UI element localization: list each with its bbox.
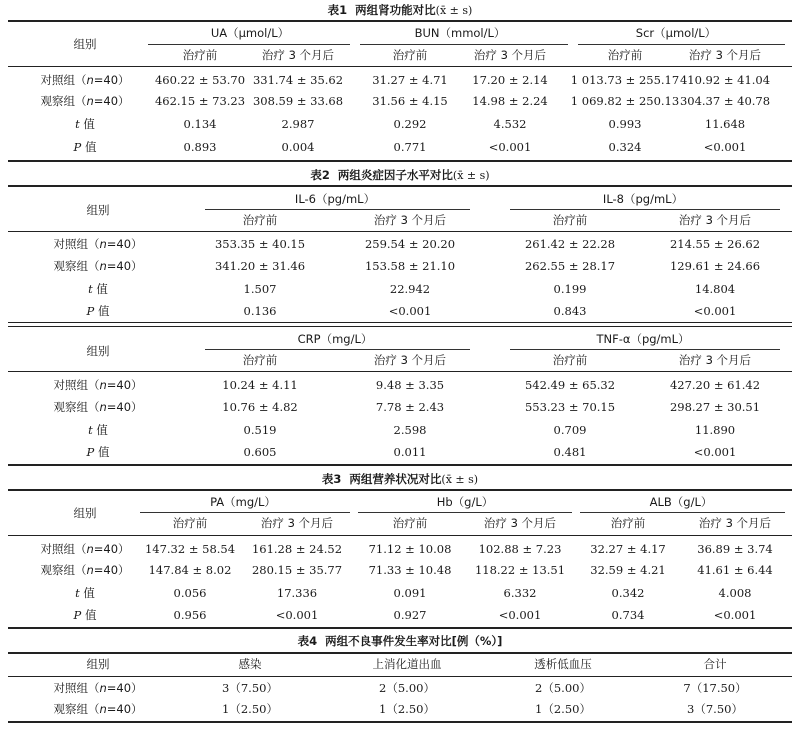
table2b-cell: 10.24 ± 4.11 [222, 378, 298, 392]
table2b-header-rule [8, 371, 792, 372]
table2b-cell: <0.001 [693, 445, 737, 459]
table3-cell: <0.001 [713, 608, 757, 622]
table1-cell: 2.987 [281, 117, 315, 131]
table3-cell: 0.342 [611, 586, 645, 600]
table4-caption [0, 633, 800, 649]
table2a-cell: 14.804 [694, 282, 736, 296]
table3-cell: 6.332 [503, 586, 537, 600]
table1-bottom-rule [8, 160, 792, 162]
table2a-cell: 129.61 ± 24.66 [669, 259, 761, 273]
table3-col-group-0: PA（mg/L） [210, 495, 276, 509]
table2b-cell: 0.709 [553, 423, 587, 437]
table3-cell: 161.28 ± 24.52 [251, 542, 343, 556]
table3-cell: 71.33 ± 10.48 [368, 563, 452, 577]
table2a-cell: 261.42 ± 22.28 [524, 237, 616, 251]
table2-number: 表2 [310, 168, 330, 182]
table1-stat-notation: (x̄ ± s) [435, 4, 473, 17]
table2b-cell: 11.890 [694, 423, 736, 437]
table2b-cell: 427.20 ± 61.42 [669, 378, 761, 392]
table4-header-3: 透析低血压 [534, 657, 592, 671]
table1-row-label: 观察组（n=40） [40, 94, 130, 108]
table4-title: 两组不良事件发生率对比[例（%）] [325, 634, 503, 648]
table2a-cell: <0.001 [388, 304, 432, 318]
table2b-cell: 298.27 ± 30.51 [669, 400, 761, 414]
table2b-cell: 10.76 ± 4.82 [222, 400, 298, 414]
table3-sub-header-1: 治疗 3 个月后 [260, 516, 334, 530]
table2a-cell: 353.35 ± 40.15 [214, 237, 306, 251]
table2a-col-group-0: IL-6（pg/mL） [294, 192, 376, 206]
table2a-row-label: 对照组（n=40） [53, 237, 143, 251]
table2b-cell: 0.605 [243, 445, 277, 459]
table3-cell: 0.056 [173, 586, 207, 600]
table3-cell: 0.734 [611, 608, 645, 622]
table2b-group-underline-0 [205, 349, 470, 350]
table2b-group-header: 组别 [86, 344, 110, 358]
table2b-group-underline-1 [510, 349, 780, 350]
table3-stat-notation: (x̄ ± s) [441, 473, 479, 486]
table1-cell: 0.324 [608, 140, 642, 154]
table2a-cell: 262.55 ± 28.17 [524, 259, 616, 273]
table2b-cell: 542.49 ± 65.32 [524, 378, 616, 392]
table2b-sub-header-0: 治疗前 [242, 353, 278, 367]
table4-header-2: 上消化道出血 [372, 657, 442, 671]
table1-cell: 0.993 [608, 117, 642, 131]
table1-sub-header-3: 治疗 3 个月后 [473, 48, 547, 62]
table4-bottom-rule [8, 721, 792, 723]
table2a-row-label: t 值 [88, 282, 108, 296]
table2a-cell: 153.58 ± 21.10 [364, 259, 456, 273]
table2b-col-group-1: TNF-α（pg/mL） [596, 332, 690, 346]
table1-sub-header-4: 治疗前 [607, 48, 643, 62]
table2a-cell: 214.55 ± 26.62 [669, 237, 761, 251]
table3-group-underline-1 [358, 512, 572, 513]
table2a-col-group-1: IL-8（pg/mL） [602, 192, 684, 206]
table3-cell: 102.88 ± 7.23 [478, 542, 562, 556]
table1-cell: 0.893 [183, 140, 217, 154]
table4-cell: 2（5.00） [379, 681, 435, 695]
table2b-row-label: 对照组（n=40） [53, 378, 143, 392]
table1-cell: <0.001 [488, 140, 532, 154]
table3-group-header: 组别 [73, 506, 97, 520]
table3-cell: 118.22 ± 13.51 [474, 563, 566, 577]
table3-header-rule [8, 535, 792, 536]
table1-group-underline-2 [578, 44, 785, 45]
table4-header-0: 组别 [86, 657, 110, 671]
table2a-header-rule [8, 231, 792, 232]
table3-sub-header-5: 治疗 3 个月后 [698, 516, 772, 530]
table3-cell: 280.15 ± 35.77 [251, 563, 343, 577]
table3-cell: 41.61 ± 6.44 [697, 563, 773, 577]
table2a-sub-header-3: 治疗 3 个月后 [678, 213, 752, 227]
table1-group-header: 组别 [73, 37, 97, 51]
table1-sub-header-5: 治疗 3 个月后 [688, 48, 762, 62]
table1-cell: 1 069.82 ± 250.13 [570, 94, 680, 108]
table3-cell: 36.89 ± 3.74 [697, 542, 773, 556]
table3-row-label: 观察组（n=40） [40, 563, 130, 577]
table3-sub-header-2: 治疗前 [392, 516, 428, 530]
table3-cell: 32.27 ± 4.17 [590, 542, 666, 556]
table3-cell: <0.001 [275, 608, 319, 622]
table3-sub-header-0: 治疗前 [172, 516, 208, 530]
table1-sub-header-2: 治疗前 [392, 48, 428, 62]
table2a-sub-header-2: 治疗前 [552, 213, 588, 227]
table1-title: 两组肾功能对比 [355, 3, 436, 17]
table1-cell: 331.74 ± 35.62 [252, 73, 344, 87]
table1-cell: 11.648 [704, 117, 746, 131]
table2a-sub-header-1: 治疗 3 个月后 [373, 213, 447, 227]
table2a-cell: <0.001 [693, 304, 737, 318]
table1-header-rule [8, 66, 792, 67]
table2a-group-header: 组别 [86, 203, 110, 217]
table1-caption [0, 2, 800, 18]
table2b-sub-header-2: 治疗前 [552, 353, 588, 367]
table1-cell: 14.98 ± 2.24 [472, 94, 548, 108]
table3-title: 两组营养状况对比 [349, 472, 442, 486]
table1-top-rule [8, 20, 792, 22]
table3-caption [0, 471, 800, 487]
table3-group-underline-0 [140, 512, 350, 513]
table1-sub-header-0: 治疗前 [182, 48, 218, 62]
table4-cell: 3（7.50） [222, 681, 278, 695]
table2-top-rule [8, 185, 792, 187]
table2b-sub-header-1: 治疗 3 个月后 [373, 353, 447, 367]
table2-stat-notation: (x̄ ± s) [452, 169, 490, 182]
table2b-cell: 7.78 ± 2.43 [375, 400, 445, 414]
table3-sub-header-4: 治疗前 [610, 516, 646, 530]
table1-cell: 17.20 ± 2.14 [472, 73, 548, 87]
table1-cell: 462.15 ± 73.23 [154, 94, 246, 108]
table1-cell: 410.92 ± 41.04 [679, 73, 771, 87]
table3-cell: 0.091 [393, 586, 427, 600]
table2a-cell: 1.507 [243, 282, 277, 296]
table3-row-label: P 值 [73, 608, 97, 622]
table1-cell: 0.292 [393, 117, 427, 131]
table2a-cell: 22.942 [389, 282, 431, 296]
table4-number: 表4 [297, 634, 318, 648]
table3-top-rule [8, 489, 792, 491]
table1-row-label: t 值 [75, 117, 95, 131]
table1-cell: 31.56 ± 4.15 [372, 94, 448, 108]
table3-col-group-1: Hb（g/L） [436, 495, 494, 509]
table2b-cell: 0.519 [243, 423, 277, 437]
table1-cell: 4.532 [493, 117, 527, 131]
table4-cell: 2（5.00） [535, 681, 591, 695]
table1-cell: 0.771 [393, 140, 427, 154]
table4-row-label: 对照组（n=40） [53, 681, 143, 695]
table1-group-underline-1 [360, 44, 568, 45]
table2a-cell: 341.20 ± 31.46 [214, 259, 306, 273]
table3-row-label: t 值 [75, 586, 95, 600]
table4-cell: 1（2.50） [535, 702, 591, 716]
table1-cell: 460.22 ± 53.70 [154, 73, 246, 87]
table4-header-4: 合计 [703, 657, 727, 671]
table1-number: 表1 [327, 3, 348, 17]
table3-cell: <0.001 [498, 608, 542, 622]
table1-cell: 0.004 [281, 140, 315, 154]
table3-cell: 147.32 ± 58.54 [144, 542, 236, 556]
table4-cell: 1（2.50） [222, 702, 278, 716]
table1-sub-header-1: 治疗 3 个月后 [261, 48, 335, 62]
table3-row-label: 对照组（n=40） [40, 542, 130, 556]
table2-caption [0, 167, 800, 183]
table2a-cell: 0.199 [553, 282, 587, 296]
table2-mid-rule-2 [8, 326, 792, 327]
table2a-row-label: 观察组（n=40） [53, 259, 143, 273]
table2b-row-label: 观察组（n=40） [53, 400, 143, 414]
table1-cell: 308.59 ± 33.68 [252, 94, 344, 108]
table2a-sub-header-0: 治疗前 [242, 213, 278, 227]
table3-cell: 17.336 [276, 586, 318, 600]
table2a-group-underline-1 [510, 209, 780, 210]
table2b-row-label: P 值 [86, 445, 110, 459]
table2b-cell: 2.598 [393, 423, 427, 437]
table4-cell: 7（17.50） [683, 681, 747, 695]
table2b-col-group-0: CRP（mg/L） [297, 332, 373, 346]
table2-bottom-rule [8, 464, 792, 466]
table3-col-group-2: ALB（g/L） [649, 495, 713, 509]
table1-col-group-1: BUN（mmol/L） [414, 26, 506, 40]
table4-top-rule [8, 652, 792, 654]
table1-col-group-2: Scr（μmol/L） [635, 26, 717, 40]
table3-number: 表3 [321, 472, 342, 486]
table2-title: 两组炎症因子水平对比 [337, 168, 453, 182]
table1-col-group-0: UA（μmol/L） [210, 26, 290, 40]
table2b-cell: 553.23 ± 70.15 [524, 400, 616, 414]
table3-cell: 71.12 ± 10.08 [368, 542, 452, 556]
table2b-sub-header-3: 治疗 3 个月后 [678, 353, 752, 367]
table2a-group-underline-0 [205, 209, 470, 210]
table2a-cell: 259.54 ± 20.20 [364, 237, 456, 251]
table3-cell: 4.008 [718, 586, 752, 600]
table1-cell: 0.134 [183, 117, 217, 131]
table2a-cell: 0.136 [243, 304, 277, 318]
table3-cell: 32.59 ± 4.21 [590, 563, 666, 577]
table2b-cell: 0.481 [553, 445, 587, 459]
table1-row-label: 对照组（n=40） [40, 73, 130, 87]
table2a-cell: 0.843 [553, 304, 587, 318]
table4-header-1: 感染 [238, 657, 262, 671]
table2b-row-label: t 值 [88, 423, 108, 437]
table1-row-label: P 值 [73, 140, 97, 154]
table1-cell: <0.001 [703, 140, 747, 154]
table3-cell: 0.956 [173, 608, 207, 622]
table2b-cell: 0.011 [393, 445, 427, 459]
table4-cell: 1（2.50） [379, 702, 435, 716]
table3-cell: 0.927 [393, 608, 427, 622]
table4-header-rule [8, 676, 792, 677]
table4-row-label: 观察组（n=40） [53, 702, 143, 716]
table3-sub-header-3: 治疗 3 个月后 [483, 516, 557, 530]
table1-cell: 1 013.73 ± 255.17 [570, 73, 680, 87]
table1-cell: 304.37 ± 40.78 [679, 94, 771, 108]
table2a-row-label: P 值 [86, 304, 110, 318]
table2b-cell: 9.48 ± 3.35 [375, 378, 445, 392]
table3-bottom-rule [8, 627, 792, 629]
table1-cell: 31.27 ± 4.71 [372, 73, 448, 87]
table4-cell: 3（7.50） [687, 702, 743, 716]
table3-group-underline-2 [580, 512, 785, 513]
table3-cell: 147.84 ± 8.02 [148, 563, 232, 577]
table2-mid-rule-1 [8, 322, 792, 323]
table1-group-underline-0 [148, 44, 350, 45]
